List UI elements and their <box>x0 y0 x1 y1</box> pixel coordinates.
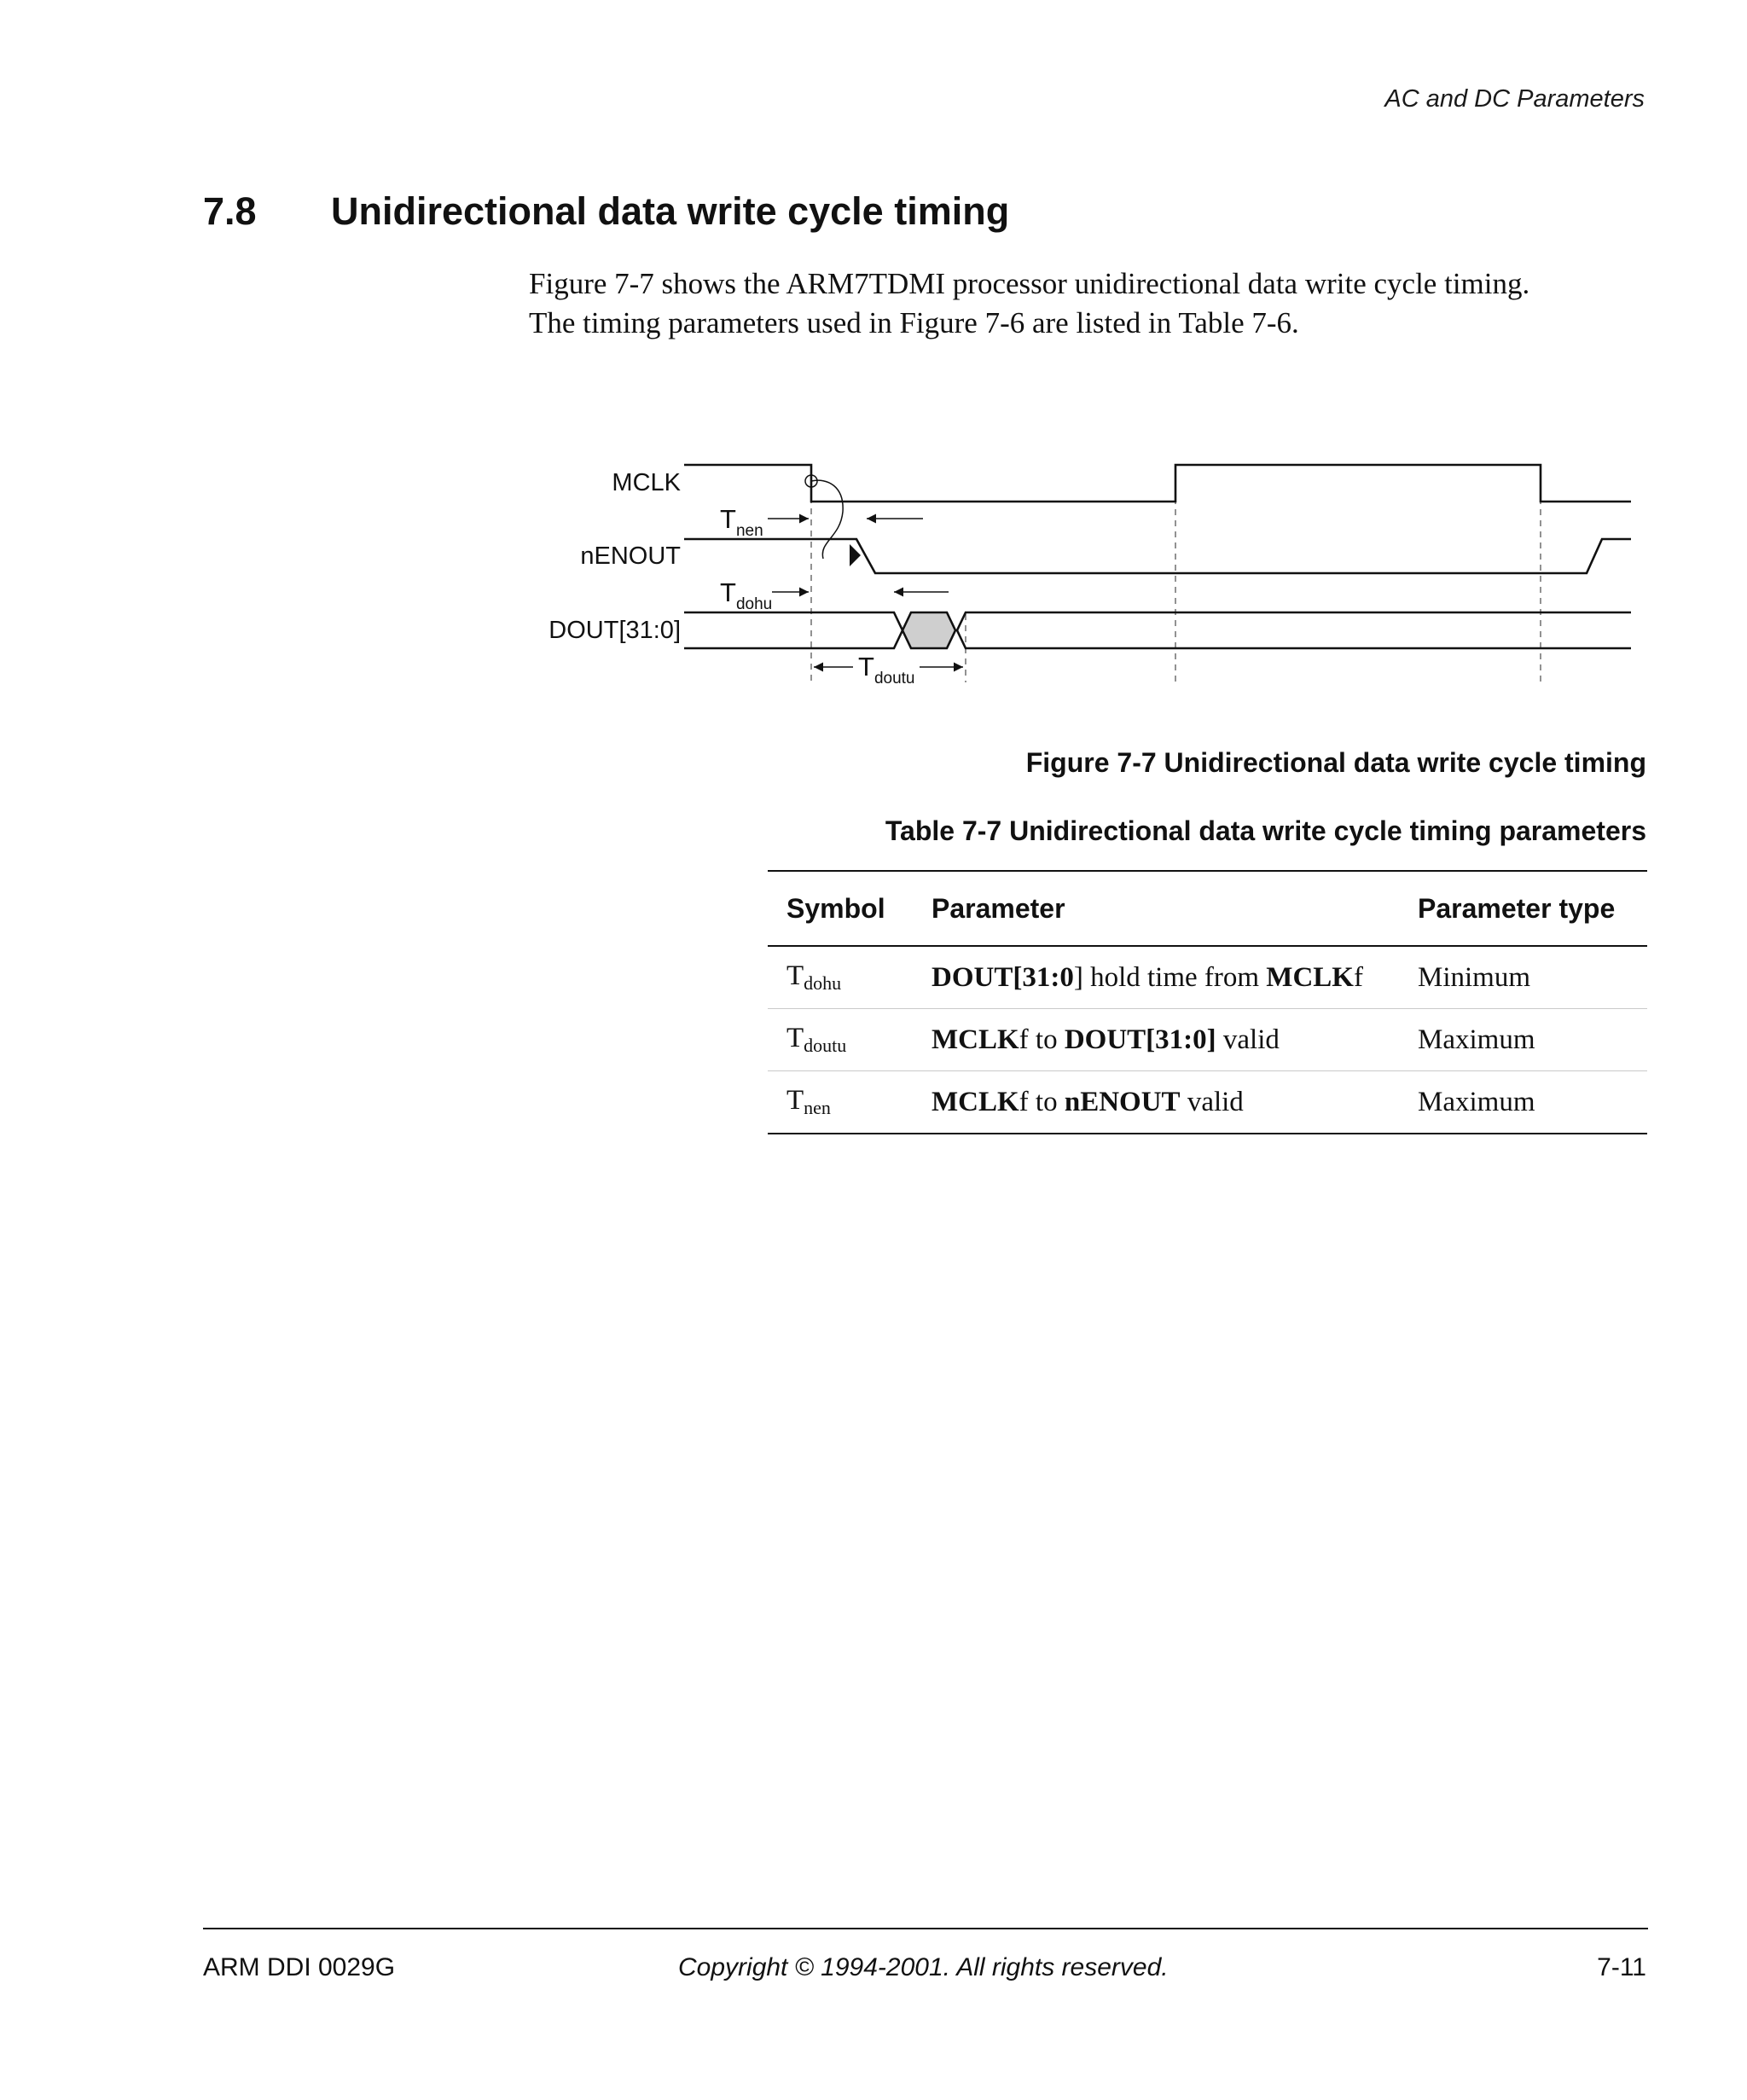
parameter-type-cell: Minimum <box>1399 946 1647 1009</box>
causality-curve <box>811 480 843 559</box>
body-line-1: Figure 7-7 shows the ARM7TDMI processor unidirectional data write cycle timing. <box>529 267 1530 300</box>
timing-diagram <box>529 444 1638 699</box>
table-row <box>768 1009 1647 1071</box>
section-title: Unidirectional data write cycle timing <box>331 189 1010 233</box>
figure-caption: Figure 7-7 Unidirectional data write cycle timing <box>1025 747 1646 778</box>
timing-parameters-table <box>768 870 1647 1134</box>
header-symbol: Symbol <box>768 871 913 946</box>
table-header-row <box>768 871 1647 946</box>
mclk-waveform <box>684 465 1631 502</box>
parameter-cell: MCLKf to nENOUT valid <box>932 1086 1244 1117</box>
footer-copyright: Copyright © 1994-2001. All rights reserved. <box>678 1953 1169 1981</box>
body-paragraph <box>529 264 1655 343</box>
symbol-cell: $T_{dohu}$ <box>768 946 913 1009</box>
running-header: AC and DC Parameters <box>1384 85 1645 113</box>
parameter-type-cell: Maximum <box>1399 1009 1647 1071</box>
tdohu-label: $T_{dohu}$ <box>720 577 773 613</box>
parameter-type-cell: Maximum <box>1418 1086 1535 1117</box>
dout-transition-region <box>903 612 955 648</box>
nenout-transition-marker <box>850 544 861 566</box>
symbol-cell: $T_{nen}$ <box>786 1085 831 1118</box>
signal-label-dout: DOUT[31:0] <box>548 617 681 644</box>
signal-label-mclk: MCLK <box>612 469 681 496</box>
table-row <box>768 946 1647 1009</box>
signal-label-nenout: nENOUT <box>580 542 681 570</box>
parameter-cell: MCLKf to DOUT[31:0] valid <box>913 1009 1399 1071</box>
dout-waveform-old <box>684 612 903 648</box>
footer-doc-id: ARM DDI 0029G <box>203 1953 396 1981</box>
table-row <box>768 1071 1647 1134</box>
header-parameter: Parameter <box>913 871 1399 946</box>
parameter-cell: DOUT[31:0] hold time from MCLKf <box>913 946 1399 1009</box>
dout-waveform-new <box>957 612 1631 648</box>
footer-page-number: 7-11 <box>1597 1953 1646 1981</box>
tdoutu-label: $T_{doutu}$ <box>858 652 915 687</box>
tnen-label: $T_{nen}$ <box>720 504 763 540</box>
symbol-cell: $T_{doutu}$ <box>768 1009 913 1071</box>
table-caption: Table 7-7 Unidirectional data write cycle timing parameters <box>885 815 1646 846</box>
header-parameter-type: Parameter type <box>1399 871 1647 946</box>
footer-rule <box>203 1928 1648 1929</box>
body-line-2: The timing parameters used in Figure 7-6 are listed in Table 7-6. <box>529 306 1299 339</box>
section-number: 7.8 <box>203 189 257 233</box>
